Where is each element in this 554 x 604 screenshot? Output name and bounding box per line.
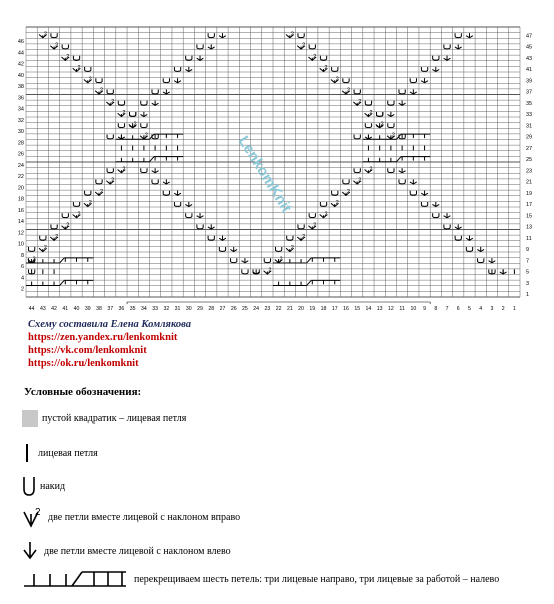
k2tog-number: 2: [358, 98, 362, 105]
u-shape-icon: [22, 475, 36, 497]
k2tog-left-icon: [432, 67, 439, 72]
yarn-over-icon: [343, 78, 349, 82]
legend-label: лицевая петля: [38, 447, 98, 459]
column-number: 8: [434, 306, 438, 312]
k2tog-left-icon: [432, 202, 439, 207]
column-number: 41: [62, 306, 69, 312]
column-number: 2: [501, 306, 505, 312]
row-number: 38: [17, 84, 24, 91]
chart-symbols: [26, 31, 514, 285]
author-credit: Схему составила Елена Комлякова: [28, 319, 192, 330]
k2tog-number: 2: [88, 200, 92, 207]
yarn-over-icon: [388, 168, 394, 172]
k2tog-number: 2: [66, 222, 70, 229]
k2tog-left-icon: [421, 78, 428, 83]
yarn-over-icon: [466, 247, 472, 251]
row-number: 7: [526, 258, 530, 265]
yarn-over-icon: [298, 33, 304, 37]
row-number: 44: [17, 50, 24, 57]
column-number: 11: [399, 306, 405, 312]
row-number: 39: [526, 78, 533, 85]
column-number: 31: [174, 306, 181, 312]
row-number: 47: [526, 33, 533, 40]
column-number: 22: [275, 306, 282, 312]
k2tog-number: 2: [302, 42, 306, 49]
legend-item-yarnover: [22, 475, 65, 497]
row-number: 41: [526, 67, 533, 74]
yarn-over-icon: [444, 225, 450, 229]
row-number: 32: [17, 117, 24, 124]
yarn-over-icon: [152, 90, 158, 94]
k2tog-left-icon: [208, 44, 215, 49]
column-number: 20: [298, 306, 304, 312]
column-number: 26: [230, 306, 237, 312]
yarn-over-icon: [264, 258, 270, 262]
k2tog-left-icon: [477, 247, 484, 252]
yarn-over-icon: [51, 33, 57, 37]
column-number: 13: [376, 306, 383, 312]
svg-text:2: 2: [35, 507, 41, 518]
yarn-over-icon: [433, 213, 439, 217]
row-number: 35: [526, 100, 533, 107]
k2tog-number: 2: [55, 42, 59, 49]
k2tog-left-icon: [185, 202, 192, 207]
k2tog-number: 2: [122, 110, 126, 117]
yarn-over-icon: [444, 45, 450, 49]
k2tog-left-icon: [489, 258, 496, 263]
column-number: 10: [410, 306, 417, 312]
cable-slash: [150, 157, 154, 162]
row-number: 33: [526, 112, 533, 119]
legend-label: накид: [40, 480, 66, 492]
k2tog-left-icon: [444, 213, 451, 218]
column-numbers: [29, 302, 516, 312]
yarn-over-icon: [107, 90, 113, 94]
column-number: 35: [129, 306, 136, 312]
link-vk[interactable]: https://vk.com/lenkomknit: [28, 345, 147, 356]
yarn-over-icon: [219, 247, 225, 251]
k2tog-number: 2: [313, 53, 317, 60]
row-number: 26: [17, 151, 24, 158]
yarn-over-icon: [354, 168, 360, 172]
k2tog-number: 2: [88, 76, 92, 83]
k2tog-left-icon: [185, 67, 192, 72]
k2tog-number: 2: [111, 98, 115, 105]
yarn-over-icon: [354, 135, 360, 139]
row-number: 20: [17, 185, 24, 192]
k2tog-left-icon: [208, 224, 215, 229]
column-number: 6: [456, 306, 460, 312]
yarn-over-icon: [40, 236, 46, 240]
column-number: 25: [242, 306, 248, 312]
yarn-over-icon: [186, 213, 192, 217]
row-number: 30: [17, 129, 24, 136]
chart-grid: [26, 27, 520, 297]
yarn-over-icon: [343, 180, 349, 184]
yarn-over-icon: [163, 191, 169, 195]
row-number: 22: [17, 174, 24, 181]
yarn-over-icon: [96, 78, 102, 82]
k2tog-left-icon: [455, 224, 462, 229]
row-number: 17: [526, 202, 533, 209]
watermark: LenkomKnit: [234, 133, 295, 216]
k2tog-left-icon: [163, 179, 170, 184]
yarn-over-icon: [85, 191, 91, 195]
k2tog-left-icon: [230, 247, 237, 252]
yarn-over-icon: [118, 123, 124, 127]
legend-label: две петли вместе лицевой с наклоном влево: [44, 545, 231, 557]
k2tog-number: 2: [369, 166, 373, 173]
row-number: 15: [526, 213, 533, 220]
k2tog-number: 2: [290, 31, 294, 38]
yarn-over-icon: [365, 123, 371, 127]
k2tog-left-icon: [399, 101, 406, 106]
row-number: 1: [526, 292, 530, 299]
k2tog-left-icon: [444, 56, 451, 61]
k2tog-number: 2: [99, 87, 104, 94]
yarn-over-icon: [174, 202, 180, 206]
row-number: 16: [17, 207, 24, 214]
yarn-over-icon: [421, 202, 427, 206]
column-number: 1: [512, 306, 516, 312]
k2tog-number: 2: [77, 211, 81, 218]
column-number: 27: [219, 306, 226, 312]
k2tog-left-icon: [466, 236, 473, 241]
k2tog-number: 2: [380, 121, 384, 128]
k2tog-number: 2: [369, 110, 373, 117]
k2tog-number: 2: [290, 245, 294, 252]
column-number: 24: [253, 306, 260, 312]
k2tog-number: 2: [43, 245, 47, 252]
row-number: 8: [20, 252, 24, 259]
yarn-over-icon: [332, 67, 338, 71]
yarn-over-icon: [309, 213, 315, 217]
row-number: 40: [17, 72, 24, 79]
legend-label: пустой квадратик – лицевая петля: [42, 413, 187, 424]
yarn-over-icon: [354, 90, 360, 94]
row-number: 37: [526, 89, 533, 96]
column-number: 39: [84, 306, 91, 312]
row-number: 45: [526, 44, 533, 51]
column-number: 40: [73, 306, 80, 312]
yarn-over-icon: [62, 45, 68, 49]
yarn-over-icon: [174, 67, 180, 71]
k2tog-left-icon: [197, 213, 204, 218]
column-number: 38: [96, 306, 102, 312]
row-number: 42: [17, 61, 24, 68]
column-number: 5: [468, 306, 471, 312]
k2tog-number: 2: [99, 188, 104, 195]
yarn-over-icon: [455, 236, 461, 240]
column-number: 30: [185, 306, 192, 312]
k2tog-number: 2: [346, 188, 351, 195]
k2tog-number: 2: [279, 256, 283, 263]
yarn-over-icon: [455, 33, 461, 37]
column-number: 29: [197, 306, 203, 312]
k2tog-left-icon: [421, 191, 428, 196]
k2tog-left-icon: [141, 112, 148, 117]
k2tog-number: 2: [66, 53, 70, 60]
link-zen[interactable]: https://zen.yandex.ru/lenkomknit: [28, 332, 178, 343]
credits: [28, 318, 191, 370]
row-number: 14: [17, 219, 24, 226]
row-number: 46: [17, 39, 24, 46]
row-number: 27: [526, 145, 533, 152]
row-number: 4: [20, 275, 24, 282]
k2tog-left-icon: [410, 89, 417, 94]
k2tog-left-icon: [174, 78, 181, 83]
two-left-icon: [22, 540, 40, 562]
row-number: 10: [17, 241, 24, 248]
k2tog-number: 2: [335, 200, 339, 207]
k2tog-number: 2: [77, 65, 81, 72]
k2tog-left-icon: [399, 168, 406, 173]
k2tog-left-icon: [455, 44, 462, 49]
k2tog-number: 2: [43, 31, 47, 38]
yarn-over-icon: [332, 191, 338, 195]
column-number: 7: [445, 306, 449, 312]
yarn-over-icon: [107, 168, 113, 172]
k2tog-number: 2: [268, 267, 272, 274]
link-ok[interactable]: https://ok.ru/lenkomknit: [28, 358, 139, 369]
column-number: 32: [163, 306, 170, 312]
gray-square-icon: [22, 410, 38, 427]
column-number: 44: [28, 306, 35, 312]
k2tog-number: 2: [133, 121, 137, 128]
column-number: 33: [152, 306, 159, 312]
column-number: 12: [387, 306, 394, 312]
k2tog-left-icon: [152, 101, 159, 106]
k2tog-number: 2: [335, 76, 339, 83]
legend-title: Условные обозначения:: [24, 386, 142, 398]
yarn-over-icon: [208, 33, 214, 37]
row-number: 3: [526, 280, 530, 287]
yarn-over-icon: [51, 225, 57, 229]
column-number: 42: [51, 306, 57, 312]
cable-slash: [397, 157, 401, 162]
row-number: 29: [526, 134, 533, 141]
k2tog-left-icon: [197, 56, 204, 61]
column-number: 23: [264, 306, 271, 312]
row-number: 36: [17, 95, 24, 102]
yarn-over-icon: [73, 202, 79, 206]
row-number: 9: [526, 247, 530, 254]
row-number: 11: [526, 235, 532, 242]
k2tog-left-icon: [219, 236, 226, 241]
row-number: 43: [526, 55, 533, 62]
yarn-over-icon: [186, 56, 192, 60]
row-number: 2: [20, 286, 24, 293]
legend-item-empty: [22, 410, 186, 427]
row-number: 13: [526, 224, 533, 231]
cable-slash: [60, 258, 64, 263]
k2tog-number: 2: [111, 177, 115, 184]
row-number: 24: [17, 162, 24, 169]
row-number: 31: [526, 123, 533, 130]
legend-label: две петли вместе лицевой с наклоном вправо: [48, 511, 241, 523]
column-number: 3: [490, 306, 494, 312]
yarn-over-icon: [433, 56, 439, 60]
k2tog-left-icon: [410, 179, 417, 184]
yarn-over-icon: [152, 180, 158, 184]
yarn-over-icon: [141, 168, 147, 172]
yarn-over-icon: [141, 123, 147, 127]
cable-slash: [60, 280, 64, 285]
yarn-over-icon: [275, 247, 281, 251]
yarn-over-icon: [377, 112, 383, 116]
yarn-over-icon: [197, 45, 203, 49]
row-number: 25: [526, 157, 533, 164]
legend-item-knit: [22, 442, 98, 464]
yarn-over-icon: [107, 135, 113, 139]
k2tog-left-icon: [242, 258, 249, 263]
yarn-over-icon: [399, 90, 405, 94]
column-number: 37: [107, 306, 114, 312]
k2tog-number: 2: [358, 177, 362, 184]
cable-slash: [307, 280, 311, 285]
column-number: 28: [208, 306, 215, 312]
column-number: 34: [140, 306, 147, 312]
k2tog-number: 2: [324, 211, 328, 218]
column-number: 16: [343, 306, 349, 312]
column-number: 43: [39, 306, 46, 312]
yarn-over-icon: [141, 101, 147, 105]
k2tog-number: 2: [32, 256, 36, 263]
yarn-over-icon: [388, 123, 394, 127]
row-number: 34: [17, 106, 24, 113]
k2tog-number: 2: [313, 222, 317, 229]
column-number: 36: [118, 306, 125, 312]
k2tog-left-icon: [388, 112, 395, 117]
yarn-over-icon: [62, 213, 68, 217]
row-number: 23: [526, 168, 533, 175]
k2tog-number: 2: [144, 132, 148, 139]
yarn-over-icon: [478, 258, 484, 262]
yarn-over-icon: [130, 112, 136, 116]
yarn-over-icon: [320, 56, 326, 60]
yarn-over-icon: [242, 270, 248, 274]
vertical-line-icon: [22, 442, 34, 464]
row-number: 28: [17, 140, 24, 147]
yarn-over-icon: [231, 258, 237, 262]
legend-label: перекрещиваем шесть петель: три лицевые направо, три лицевые за работой – налево: [134, 573, 500, 585]
cross-cable-icon: [22, 568, 130, 590]
cable-slash: [307, 258, 311, 263]
column-number: 18: [320, 306, 327, 312]
yarn-over-icon: [365, 101, 371, 105]
yarn-over-icon: [118, 101, 124, 105]
column-number: 15: [354, 306, 361, 312]
k2tog-number: 2: [346, 87, 351, 94]
yarn-over-icon: [410, 78, 416, 82]
yarn-over-icon: [73, 56, 79, 60]
k2tog-left-icon: [219, 33, 226, 38]
two-right-icon: [22, 506, 44, 528]
yarn-over-icon: [28, 247, 34, 251]
yarn-over-icon: [399, 180, 405, 184]
column-number: 21: [286, 306, 293, 312]
yarn-over-icon: [287, 236, 293, 240]
yarn-over-icon: [298, 225, 304, 229]
legend-item-k2tog-left: [22, 540, 231, 562]
yarn-over-icon: [410, 191, 416, 195]
k2tog-number: 2: [324, 65, 328, 72]
k2tog-left-icon: [174, 191, 181, 196]
row-number: 21: [526, 179, 533, 186]
row-number: 19: [526, 190, 533, 197]
k2tog-left-icon: [163, 89, 170, 94]
row-number: 18: [17, 196, 24, 203]
legend-item-k2tog-right: [22, 506, 240, 528]
k2tog-number: 2: [391, 132, 395, 139]
legend-item-cable: [22, 568, 499, 590]
yarn-over-icon: [163, 78, 169, 82]
k2tog-number: 2: [302, 233, 306, 240]
k2tog-number: 2: [55, 233, 59, 240]
yarn-over-icon: [309, 45, 315, 49]
column-number: 14: [365, 306, 372, 312]
column-number: 19: [309, 306, 316, 312]
yarn-over-icon: [388, 101, 394, 105]
row-numbers: [18, 33, 532, 298]
yarn-over-icon: [421, 67, 427, 71]
k2tog-left-icon: [152, 168, 159, 173]
k2tog-left-icon: [466, 33, 473, 38]
yarn-over-icon: [96, 180, 102, 184]
row-number: 12: [17, 230, 24, 237]
column-number: 4: [479, 306, 483, 312]
yarn-over-icon: [208, 236, 214, 240]
row-number: 6: [20, 264, 24, 271]
yarn-over-icon: [197, 225, 203, 229]
k2tog-number: 2: [122, 166, 126, 173]
yarn-over-icon: [320, 202, 326, 206]
yarn-over-icon: [85, 67, 91, 71]
row-number: 5: [526, 269, 530, 276]
column-number: 9: [423, 306, 427, 312]
column-number: 17: [331, 306, 338, 312]
